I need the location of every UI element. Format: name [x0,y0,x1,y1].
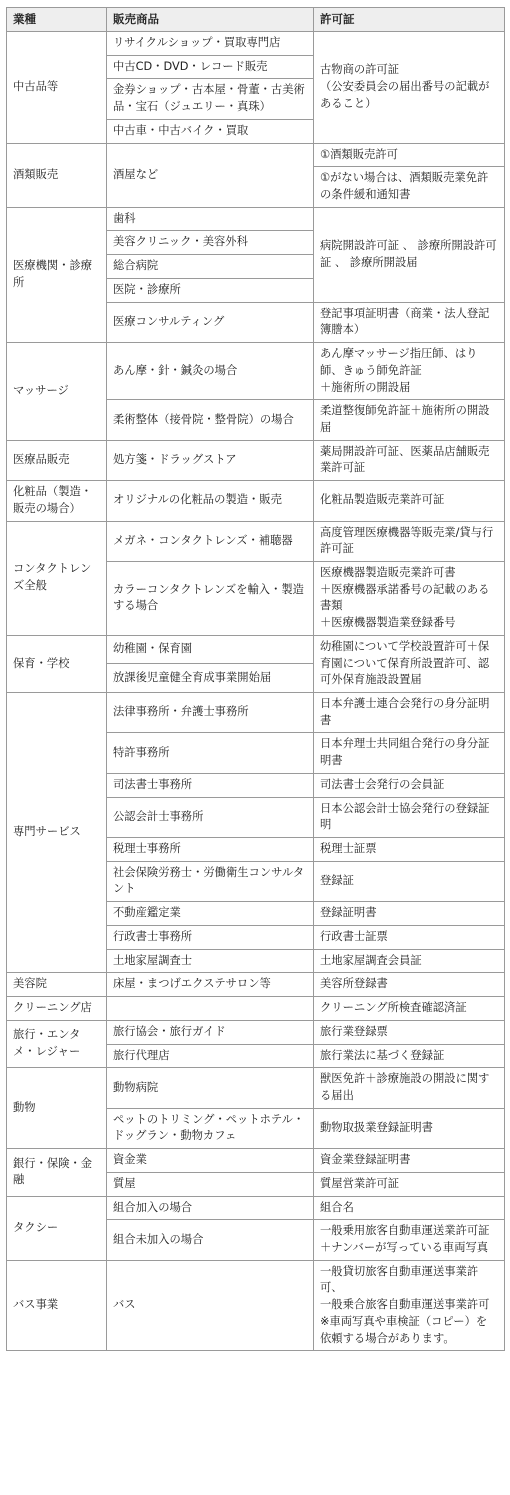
product-cell: 中古車・中古バイク・買取 [107,119,314,143]
product-cell: メガネ・コンタクトレンズ・補聴器 [107,521,314,561]
product-cell: 社会保険労務士・労働衛生コンサルタント [107,861,314,901]
permit-cell: 日本弁護士連合会発行の身分証明書 [314,693,505,733]
product-cell: 医療コンサルティング [107,302,314,342]
industry-cell: 動物 [7,1068,107,1149]
header-product: 販売商品 [107,8,314,32]
product-cell: 放課後児童健全育成事業開始届 [107,664,314,693]
table-row [7,207,505,231]
table-header-row [7,8,505,32]
product-cell: 資金業 [107,1149,314,1173]
industry-cell: 中古品等 [7,32,107,144]
product-cell: 歯科 [107,207,314,231]
permit-cell: 薬局開設許可証、医薬品店舗販売業許可証 [314,440,505,480]
product-cell: 不動産鑑定業 [107,902,314,926]
permit-cell: 古物商の許可証 （公安委員会の届出番号の記載があること） [314,32,505,144]
permit-cell: 質屋営業許可証 [314,1172,505,1196]
permit-cell: あん摩マッサージ指圧師、はり師、きゅう師免許証 ＋施術所の開設届 [314,343,505,400]
table-row [7,1196,505,1220]
permit-cell: ①がない場合は、酒類販売業免許の条件緩和通知書 [314,167,505,207]
product-cell: リサイクルショップ・買取専門店 [107,32,314,56]
industry-cell: マッサージ [7,343,107,441]
product-cell: カラーコンタクトレンズを輸入・製造する場合 [107,561,314,635]
permit-cell: 獣医免許＋診療施設の開設に関する届出 [314,1068,505,1108]
product-cell: 質屋 [107,1172,314,1196]
industry-cell: 化粧品（製造・販売の場合） [7,481,107,521]
product-cell: 行政書士事務所 [107,925,314,949]
permit-table [6,7,505,1351]
product-cell: 柔術整体（接骨院・整骨院）の場合 [107,400,314,440]
permit-cell: 登記事項証明書（商業・法人登記簿謄本） [314,302,505,342]
product-cell: 処方箋・ドラッグストア [107,440,314,480]
product-cell: 中古CD・DVD・レコード販売 [107,55,314,79]
permit-cell: 日本弁理士共同組合発行の身分証明書 [314,733,505,773]
permit-cell: 一般貸切旅客自動車運送事業許可、 一般乗合旅客自動車運送事業許可 ※車両写真や車検証（コピー）を依頼する場合があります。 [314,1260,505,1351]
table-row [7,143,505,167]
product-cell: オリジナルの化粧品の製造・販売 [107,481,314,521]
product-cell: バス [107,1260,314,1351]
table-row [7,32,505,56]
product-cell: 金券ショップ・古本屋・骨董・古美術品・宝石（ジュエリー・真珠） [107,79,314,119]
permit-cell: 高度管理医療機器等販売業/貸与行許可証 [314,521,505,561]
product-cell: 組合加入の場合 [107,1196,314,1220]
table-row [7,635,505,664]
permit-cell: 病院開設許可証 、 診療所開設許可証 、 診療所開設届 [314,207,505,302]
permit-cell: 柔道整復師免許証＋施術所の開設届 [314,400,505,440]
permit-cell: 化粧品製造販売業許可証 [314,481,505,521]
table-row [7,1068,505,1108]
product-cell: 法律事務所・弁護士事務所 [107,693,314,733]
industry-cell: 医療品販売 [7,440,107,480]
industry-cell: 銀行・保険・金融 [7,1149,107,1196]
permit-cell: 組合名 [314,1196,505,1220]
table-row [7,997,505,1021]
permit-cell: 旅行業法に基づく登録証 [314,1044,505,1068]
product-cell: 旅行代理店 [107,1044,314,1068]
table-row [7,693,505,733]
industry-cell: 美容院 [7,973,107,997]
product-cell: 特許事務所 [107,733,314,773]
industry-cell: タクシー [7,1196,107,1260]
permit-cell: 司法書士会発行の会員証 [314,773,505,797]
table-row [7,343,505,400]
product-cell: 公認会計士事務所 [107,797,314,837]
table-row [7,521,505,561]
product-cell: 医院・診療所 [107,278,314,302]
product-cell: 総合病院 [107,255,314,279]
permit-cell: ①酒類販売許可 [314,143,505,167]
permit-cell: 登録証 [314,861,505,901]
product-cell: 床屋・まつげエクステサロン等 [107,973,314,997]
permit-cell: 日本公認会計士協会発行の登録証明 [314,797,505,837]
permit-cell: 動物取扱業登録証明書 [314,1108,505,1148]
permit-cell: 土地家屋調査会員証 [314,949,505,973]
product-cell: 酒屋など [107,143,314,207]
permit-cell: 登録証明書 [314,902,505,926]
table-row [7,1260,505,1351]
industry-cell: コンタクトレンズ全般 [7,521,107,635]
product-cell: あん摩・針・鍼灸の場合 [107,343,314,400]
table-row [7,440,505,480]
industry-cell: 酒類販売 [7,143,107,207]
product-cell: 組合未加入の場合 [107,1220,314,1260]
table-row [7,481,505,521]
header-permit: 許可証 [314,8,505,32]
product-cell: 税理士事務所 [107,838,314,862]
industry-cell: 保育・学校 [7,635,107,692]
permit-cell: 旅行業登録票 [314,1020,505,1044]
permit-cell: クリーニング所検査確認済証 [314,997,505,1021]
industry-cell: バス事業 [7,1260,107,1351]
product-cell: 美容クリニック・美容外科 [107,231,314,255]
permit-cell: 税理士証票 [314,838,505,862]
permit-cell: 一般乗用旅客自動車運送業許可証 ＋ナンバーが写っている車両写真 [314,1220,505,1260]
product-cell: 幼稚園・保育園 [107,635,314,664]
header-industry: 業種 [7,8,107,32]
product-cell: 司法書士事務所 [107,773,314,797]
industry-cell: 専門サービス [7,693,107,973]
industry-cell: クリーニング店 [7,997,107,1021]
permit-cell: 医療機器製造販売業許可書 ＋医療機器承諾番号の記載のある書類 ＋医療機器製造業登録番号 [314,561,505,635]
product-cell: 土地家屋調査士 [107,949,314,973]
permit-cell: 美容所登録書 [314,973,505,997]
product-cell [107,997,314,1021]
industry-cell: 医療機関・診療所 [7,207,107,342]
product-cell: 動物病院 [107,1068,314,1108]
table-row [7,973,505,997]
product-cell: ペットのトリミング・ペットホテル・ドッグラン・動物カフェ [107,1108,314,1148]
permit-cell: 幼稚園について学校設置許可＋保育園について保育所設置許可、認可外保育施設設置届 [314,635,505,692]
product-cell: 旅行協会・旅行ガイド [107,1020,314,1044]
table-row [7,1020,505,1044]
permit-cell: 資金業登録証明書 [314,1149,505,1173]
industry-cell: 旅行・エンタメ・レジャー [7,1020,107,1067]
table-row [7,1149,505,1173]
permit-cell: 行政書士証票 [314,925,505,949]
